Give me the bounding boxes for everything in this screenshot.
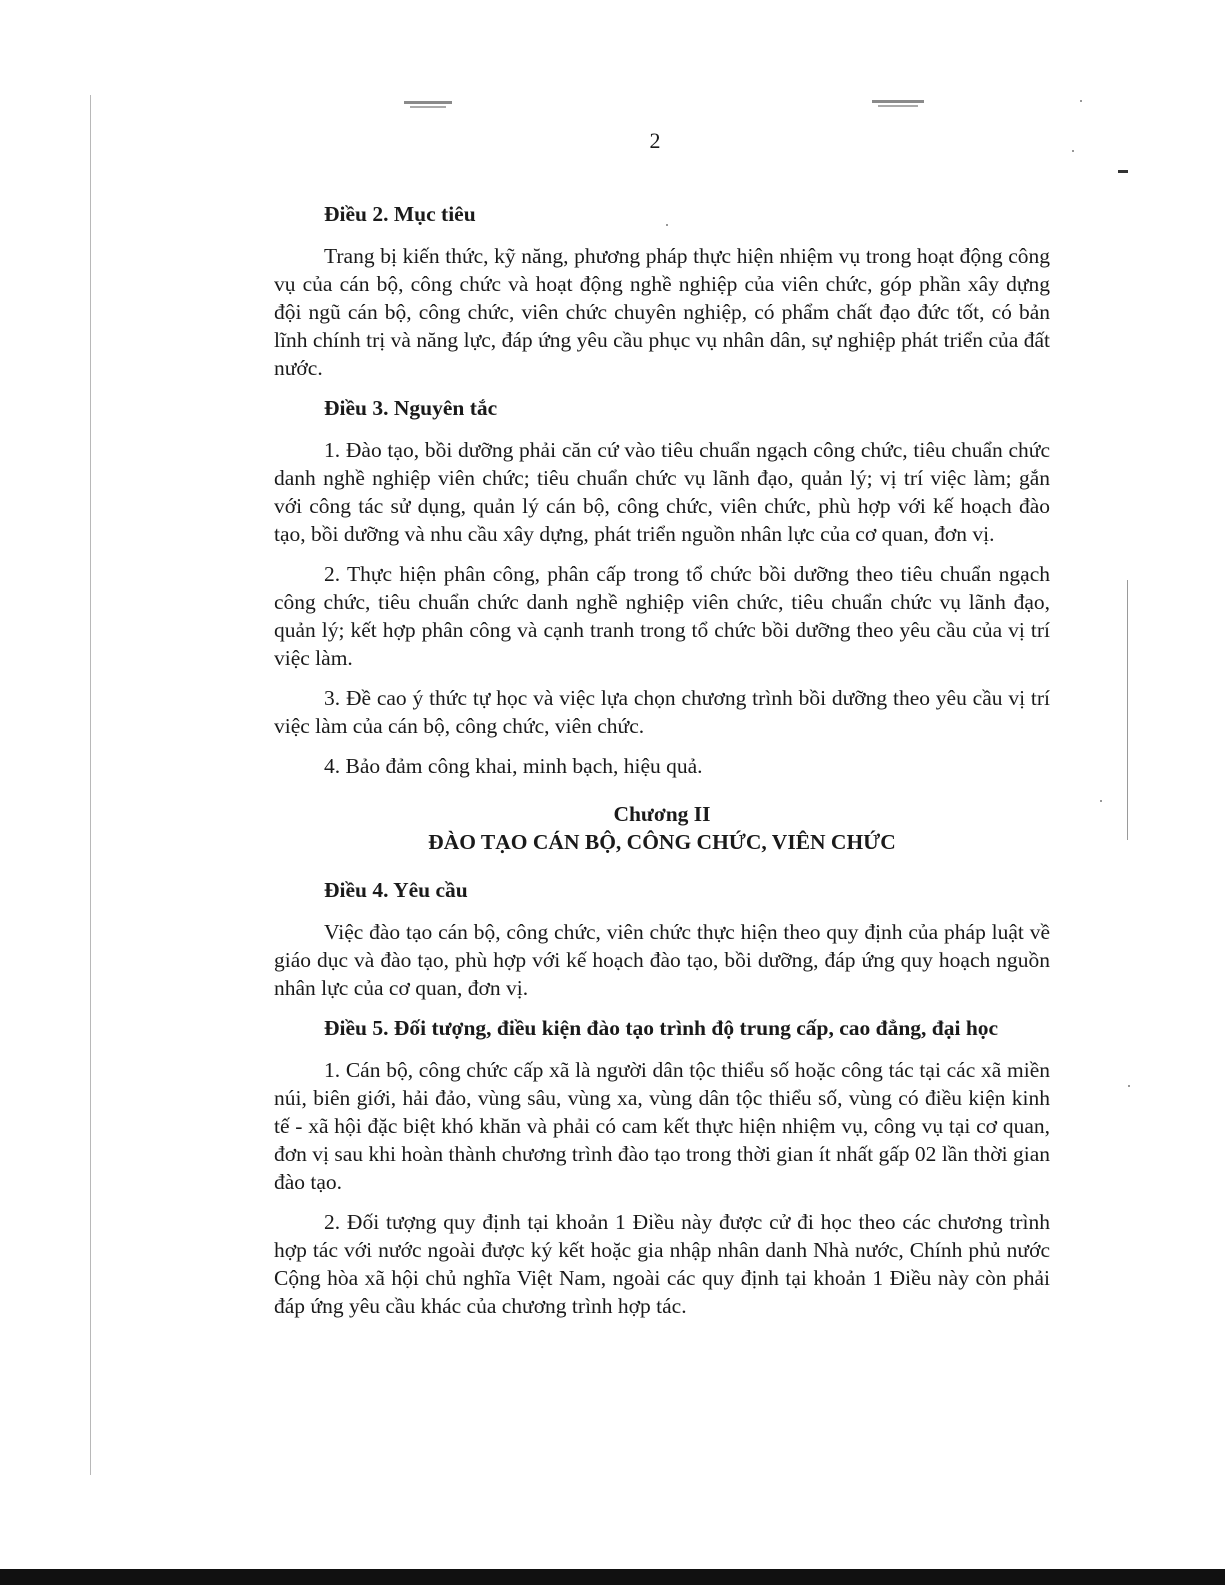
article-paragraph: Việc đào tạo cán bộ, công chức, viên chức thực hiện theo quy định của pháp luật về giáo dục và đào tạo, phù hợp với kế hoạch đào tạo, bồi dưỡng, đáp ứng quy hoạch nguồn nhân lực của cơ quan, đơn vị. bbox=[274, 920, 1050, 1000]
article-heading: Điều 2. Mục tiêu bbox=[324, 202, 476, 226]
article-paragraph: 2. Thực hiện phân công, phân cấp trong tổ chức bồi dưỡng theo tiêu chuẩn ngạch công chức, tiêu chuẩn chức danh nghề nghiệp viên chức, tiêu chuẩn chức vụ lãnh đạo, quản lý; kết hợp phân công và cạnh tranh trong tổ chức bồi dưỡng theo yêu cầu của vị trí việc làm. bbox=[274, 562, 1050, 670]
scan-artifact bbox=[410, 106, 446, 108]
article-heading: Điều 4. Yêu cầu bbox=[324, 878, 468, 902]
document-body bbox=[274, 200, 1050, 1332]
scan-speck bbox=[1100, 800, 1102, 802]
scan-artifact bbox=[878, 105, 918, 107]
scan-bottom-edge bbox=[0, 1569, 1225, 1585]
right-margin-scan-line bbox=[1127, 580, 1128, 840]
scan-artifact bbox=[872, 100, 924, 103]
chapter-title: ĐÀO TẠO CÁN BỘ, CÔNG CHỨC, VIÊN CHỨC bbox=[428, 830, 896, 854]
scan-speck bbox=[1072, 150, 1074, 152]
article-paragraph: 2. Đối tượng quy định tại khoản 1 Điều này được cử đi học theo các chương trình hợp tác với nước ngoài được ký kết hoặc gia nhập nhân danh Nhà nước, Chính phủ nước Cộng hòa xã hội chủ nghĩa Việt Nam, ngoài các quy định tại khoản 1 Điều này còn phải đáp ứng yêu cầu khác của chương trình hợp tác. bbox=[274, 1210, 1050, 1318]
article-paragraph: 4. Bảo đảm công khai, minh bạch, hiệu quả. bbox=[324, 754, 703, 778]
scan-speck bbox=[1128, 1085, 1130, 1087]
chapter-number: Chương II bbox=[613, 802, 711, 826]
chapter-heading bbox=[274, 800, 1050, 856]
scan-artifact bbox=[404, 101, 452, 104]
article-paragraph: 3. Đề cao ý thức tự học và việc lựa chọn chương trình bồi dưỡng theo yêu cầu vị trí việc làm của cán bộ, công chức, viên chức. bbox=[274, 686, 1050, 738]
article-paragraph: 1. Cán bộ, công chức cấp xã là người dân tộc thiểu số hoặc công tác tại các xã miền núi, biên giới, hải đảo, vùng sâu, vùng xa, vùng dân tộc thiểu số, vùng có điều kiện kinh tế - xã hội đặc biệt khó khăn và phải có cam kết thực hiện nhiệm vụ, công vụ tại cơ quan, đơn vị sau khi hoàn thành chương trình đào tạo trong thời gian ít nhất gấp 02 lần thời gian đào tạo. bbox=[274, 1058, 1050, 1194]
page-number: 2 bbox=[649, 128, 661, 153]
article-paragraph: Trang bị kiến thức, kỹ năng, phương pháp thực hiện nhiệm vụ trong hoạt động công vụ của cán bộ, công chức và hoạt động nghề nghiệp của viên chức, góp phần xây dựng đội ngũ cán bộ, công chức, viên chức chuyên nghiệp, có phẩm chất đạo đức tốt, có bản lĩnh chính trị và năng lực, đáp ứng yêu cầu phục vụ nhân dân, sự nghiệp phát triển của đất nước. bbox=[274, 244, 1050, 380]
article-heading: Điều 5. Đối tượng, điều kiện đào tạo trình độ trung cấp, cao đẳng, đại học bbox=[324, 1016, 999, 1040]
scan-artifact bbox=[1118, 170, 1128, 173]
article-heading: Điều 3. Nguyên tắc bbox=[324, 396, 498, 420]
scan-speck bbox=[1080, 100, 1082, 102]
left-margin-scan-line bbox=[90, 95, 91, 1475]
article-paragraph: 1. Đào tạo, bồi dưỡng phải căn cứ vào tiêu chuẩn ngạch công chức, tiêu chuẩn chức danh nghề nghiệp viên chức; tiêu chuẩn chức vụ lãnh đạo, quản lý; vị trí việc làm; gắn với công tác sử dụng, quản lý cán bộ, công chức, viên chức, phù hợp với kế hoạch đào tạo, bồi dưỡng và nhu cầu xây dựng, phát triển nguồn nhân lực của cơ quan, đơn vị. bbox=[274, 438, 1050, 546]
